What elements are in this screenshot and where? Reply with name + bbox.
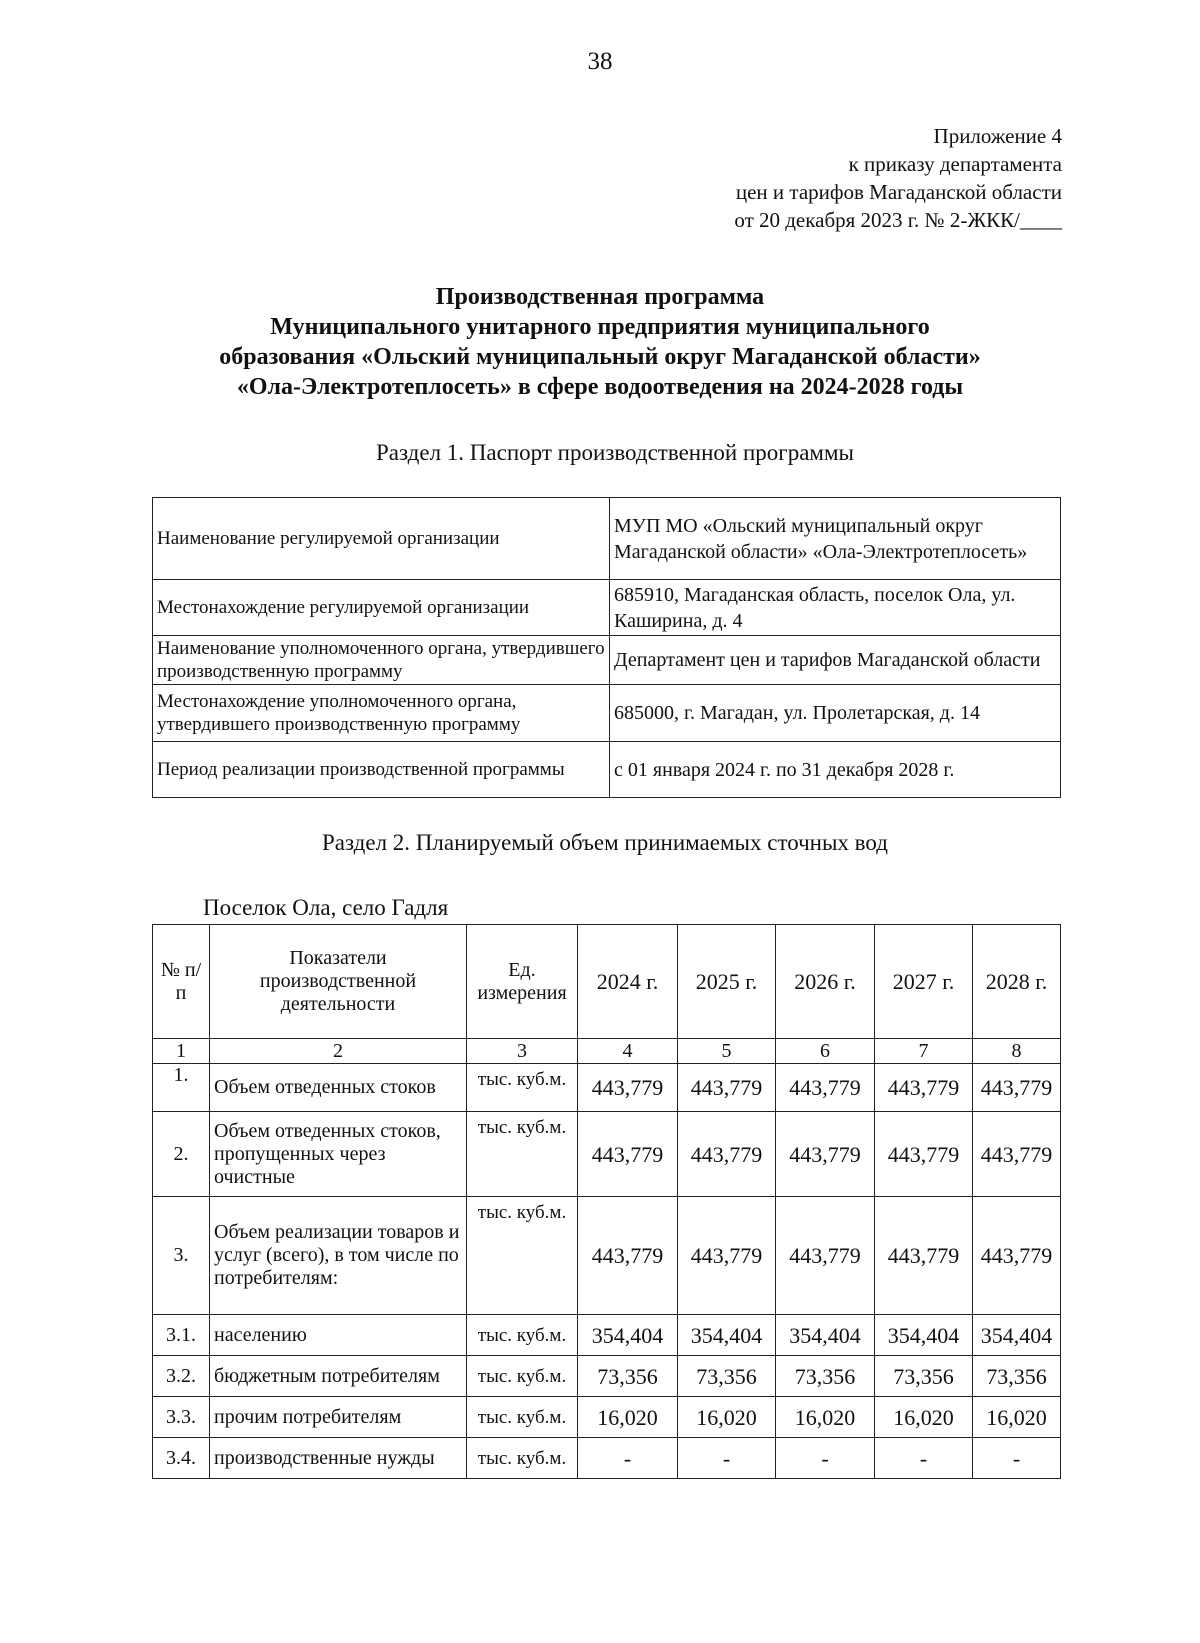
value-cell: -: [973, 1438, 1061, 1479]
appendix-line: Приложение 4: [933, 124, 1062, 148]
column-header: 2025 г.: [678, 925, 776, 1039]
value-cell: 354,404: [678, 1315, 776, 1356]
value-cell: 443,779: [678, 1197, 776, 1315]
value-cell: 443,779: [578, 1197, 678, 1315]
volume-table: [152, 924, 1061, 1479]
title-line: Производственная программа: [435, 284, 765, 310]
column-number: 3: [467, 1039, 578, 1064]
indicator-cell: Объем отведенных стоков: [210, 1064, 467, 1112]
value-cell: 73,356: [578, 1356, 678, 1397]
table-row: [153, 1315, 1061, 1356]
unit-cell: тыс. куб.м.: [467, 1112, 578, 1197]
section1-heading: Раздел 1. Паспорт производственной программы: [376, 440, 854, 465]
passport-value: с 01 января 2024 г. по 31 декабря 2028 г.: [610, 742, 1061, 798]
value-cell: 443,779: [875, 1197, 973, 1315]
unit-cell: тыс. куб.м.: [467, 1315, 578, 1356]
value-cell: 443,779: [973, 1064, 1061, 1112]
value-cell: 443,779: [776, 1112, 875, 1197]
value-cell: 354,404: [973, 1315, 1061, 1356]
column-header: 2026 г.: [776, 925, 875, 1039]
value-cell: 354,404: [776, 1315, 875, 1356]
value-cell: 16,020: [973, 1397, 1061, 1438]
title-line: образования «Ольский муниципальный округ Магаданской области»: [219, 344, 981, 370]
column-header: 2027 г.: [875, 925, 973, 1039]
value-cell: 354,404: [875, 1315, 973, 1356]
column-number: 8: [973, 1039, 1061, 1064]
column-number: 5: [678, 1039, 776, 1064]
table-row: [153, 1197, 1061, 1315]
table-row: [153, 1356, 1061, 1397]
indicator-cell: производственные нужды: [210, 1438, 467, 1479]
passport-table: [152, 497, 1061, 798]
appendix-block: [734, 122, 1062, 234]
column-number: 6: [776, 1039, 875, 1064]
table-row: [153, 1438, 1061, 1479]
unit-cell: тыс. куб.м.: [467, 1064, 578, 1112]
indicator-cell: населению: [210, 1315, 467, 1356]
row-number: 3.1.: [153, 1315, 210, 1356]
value-cell: 16,020: [678, 1397, 776, 1438]
unit-cell: тыс. куб.м.: [467, 1397, 578, 1438]
indicator-cell: Объем отведенных стоков, пропущенных через очистные: [210, 1112, 467, 1197]
appendix-line: цен и тарифов Магаданской области: [735, 180, 1062, 204]
value-cell: 443,779: [678, 1112, 776, 1197]
table-row: [153, 685, 1061, 742]
value-cell: 443,779: [973, 1197, 1061, 1315]
appendix-line: к приказу департамента: [848, 152, 1062, 176]
value-cell: -: [776, 1438, 875, 1479]
passport-label: Наименование регулируемой организации: [153, 498, 610, 580]
title-line: «Ола-Электротеплосеть» в сфере водоотведения на 2024-2028 годы: [236, 374, 964, 400]
column-number: 4: [578, 1039, 678, 1064]
value-cell: 73,356: [776, 1356, 875, 1397]
table-row: [153, 1112, 1061, 1197]
value-cell: 16,020: [578, 1397, 678, 1438]
column-number-row: [153, 1039, 1061, 1064]
indicator-cell: бюджетным потребителям: [210, 1356, 467, 1397]
table-row: [153, 580, 1061, 636]
unit-cell: тыс. куб.м.: [467, 1438, 578, 1479]
table-header-row: [153, 925, 1061, 1039]
table-row: [153, 742, 1061, 798]
column-header: Ед. измерения: [467, 925, 578, 1039]
value-cell: 443,779: [678, 1064, 776, 1112]
value-cell: 354,404: [578, 1315, 678, 1356]
value-cell: 443,779: [875, 1112, 973, 1197]
indicator-cell: Объем реализации товаров и услуг (всего), в том числе по потребителям:: [210, 1197, 467, 1315]
value-cell: -: [578, 1438, 678, 1479]
passport-label: Наименование уполномоченного органа, утвердившего производственную программу: [153, 636, 610, 685]
value-cell: 443,779: [776, 1197, 875, 1315]
passport-value: МУП МО «Ольский муниципальный округ Магаданской области» «Ола-Электротеплосеть»: [610, 498, 1061, 580]
column-header: 2024 г.: [578, 925, 678, 1039]
column-header: Показатели производственной деятельности: [210, 925, 467, 1039]
column-number: 2: [210, 1039, 467, 1064]
section2-heading: Раздел 2. Планируемый объем принимаемых сточных вод: [322, 830, 888, 855]
value-cell: 73,356: [973, 1356, 1061, 1397]
passport-label: Местонахождение уполномоченного органа, утвердившего производственную программу: [153, 685, 610, 742]
table-row: [153, 636, 1061, 685]
title-line: Муниципального унитарного предприятия муниципального: [270, 314, 930, 340]
row-number: 2.: [153, 1112, 210, 1197]
unit-cell: тыс. куб.м.: [467, 1197, 578, 1315]
page-number: 38: [587, 48, 613, 75]
row-number: 3.: [153, 1197, 210, 1315]
row-number: 3.2.: [153, 1356, 210, 1397]
passport-label: Местонахождение регулируемой организации: [153, 580, 610, 636]
row-number: 1.: [153, 1064, 210, 1112]
value-cell: 73,356: [678, 1356, 776, 1397]
table-row: [153, 1064, 1061, 1112]
column-header: № п/п: [153, 925, 210, 1039]
value-cell: -: [875, 1438, 973, 1479]
row-number: 3.4.: [153, 1438, 210, 1479]
value-cell: 443,779: [875, 1064, 973, 1112]
locality-subheading: Поселок Ола, село Гадля: [203, 895, 449, 920]
document-title: [0, 282, 1200, 402]
table-row: [153, 498, 1061, 580]
table-row: [153, 1397, 1061, 1438]
passport-value: 685000, г. Магадан, ул. Пролетарская, д. 14: [610, 685, 1061, 742]
value-cell: 16,020: [875, 1397, 973, 1438]
passport-value: Департамент цен и тарифов Магаданской области: [610, 636, 1061, 685]
column-number: 1: [153, 1039, 210, 1064]
value-cell: -: [678, 1438, 776, 1479]
unit-cell: тыс. куб.м.: [467, 1356, 578, 1397]
passport-label: Период реализации производственной программы: [153, 742, 610, 798]
column-number: 7: [875, 1039, 973, 1064]
value-cell: 16,020: [776, 1397, 875, 1438]
value-cell: 443,779: [578, 1064, 678, 1112]
passport-value: 685910, Магаданская область, поселок Ола, ул. Каширина, д. 4: [610, 580, 1061, 636]
value-cell: 443,779: [578, 1112, 678, 1197]
value-cell: 443,779: [776, 1064, 875, 1112]
column-header: 2028 г.: [973, 925, 1061, 1039]
row-number: 3.3.: [153, 1397, 210, 1438]
value-cell: 73,356: [875, 1356, 973, 1397]
appendix-line: от 20 декабря 2023 г. № 2-ЖКК/____: [734, 208, 1062, 232]
indicator-cell: прочим потребителям: [210, 1397, 467, 1438]
value-cell: 443,779: [973, 1112, 1061, 1197]
